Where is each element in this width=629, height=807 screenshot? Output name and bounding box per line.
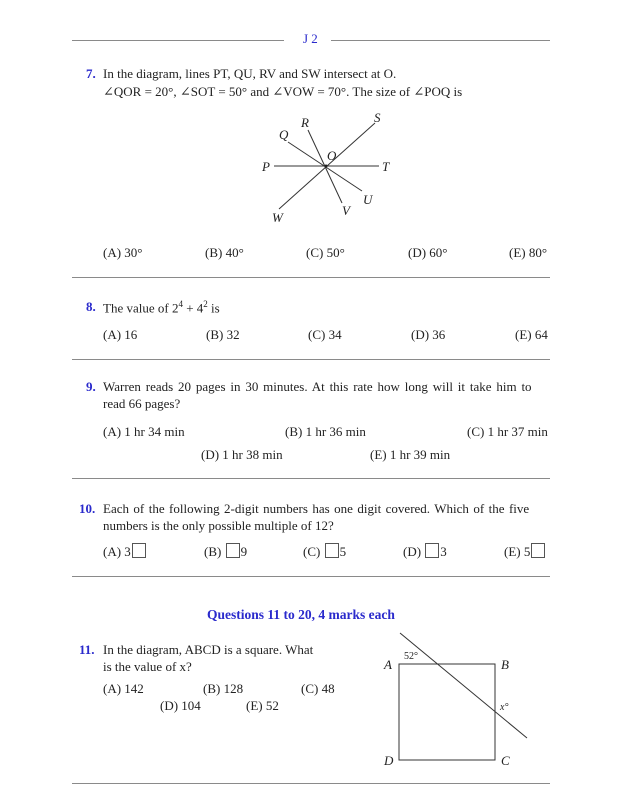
option-label: (E) <box>504 544 521 559</box>
text-mid: + 4 <box>182 300 204 316</box>
option-a[interactable]: (A) 1 hr 34 min <box>103 424 185 439</box>
question-number: 7. <box>86 66 96 81</box>
transversal-line <box>400 633 527 738</box>
option-label: (B) <box>204 544 222 559</box>
digit-after: 3 <box>440 544 447 559</box>
label-s: S <box>374 110 381 125</box>
option-c[interactable]: (C) 48 <box>301 681 335 696</box>
square-abcd <box>399 664 495 760</box>
question-number: 8. <box>86 299 96 314</box>
digit-before: 5 <box>523 544 531 559</box>
question-text-line2: ∠QOR = 20°, ∠SOT = 50° and ∠VOW = 70°. The size of ∠POQ is <box>103 84 463 99</box>
option-c[interactable]: (C) 1 hr 37 min <box>467 424 548 439</box>
text-pre: The value of 2 <box>103 300 179 316</box>
label-o: O <box>327 148 337 163</box>
separator <box>72 478 550 479</box>
separator <box>72 783 550 784</box>
option-c[interactable]: (C) 34 <box>308 327 342 342</box>
option-e[interactable] <box>504 543 546 560</box>
covered-digit-box <box>531 543 545 558</box>
label-u: U <box>363 192 373 207</box>
question-text-line1: In the diagram, ABCD is a square. What <box>103 642 314 657</box>
option-b[interactable]: (B) 128 <box>203 681 244 696</box>
question-text-line1: Warren reads 20 pages in 30 minutes. At this rate how long will it take him to <box>103 379 532 394</box>
covered-digit-box <box>226 543 240 558</box>
question-number: 9. <box>86 379 96 394</box>
label-p: P <box>262 159 270 174</box>
section-heading: Questions 11 to 20, 4 marks each <box>207 607 395 622</box>
exponent-1: 4 <box>178 299 183 309</box>
label-r: R <box>301 115 309 130</box>
label-c: C <box>501 753 510 768</box>
angle-52: 52° <box>404 651 418 662</box>
label-t: T <box>382 159 390 174</box>
label-w: W <box>272 210 283 225</box>
digit-after: 5 <box>339 544 347 559</box>
separator <box>72 277 550 278</box>
option-d[interactable] <box>403 543 447 560</box>
option-label: (D) <box>403 544 422 559</box>
question-text-line2: is the value of x? <box>103 659 192 674</box>
option-e[interactable]: (E) 52 <box>246 698 279 713</box>
option-c[interactable]: (C) 50° <box>306 245 345 260</box>
label-a: A <box>384 657 392 672</box>
label-v: V <box>342 203 350 218</box>
separator <box>72 576 550 577</box>
option-d[interactable]: (D) 36 <box>411 327 446 342</box>
option-b[interactable]: (B) 32 <box>206 327 240 342</box>
page-label: J 2 <box>303 31 318 46</box>
option-d[interactable]: (D) 1 hr 38 min <box>201 447 283 462</box>
covered-digit-box <box>325 543 339 558</box>
question-text-line1: Each of the following 2-digit numbers has one digit covered. Which of the five <box>103 501 530 516</box>
square-diagram <box>383 633 527 768</box>
option-label: (A) <box>103 544 122 559</box>
option-b[interactable] <box>204 543 247 560</box>
option-e[interactable]: (E) 1 hr 39 min <box>370 447 451 462</box>
option-label: (C) <box>303 544 321 559</box>
option-c[interactable] <box>303 543 346 560</box>
option-b[interactable]: (B) 40° <box>205 245 244 260</box>
question-text-line2: read 66 pages? <box>103 396 181 411</box>
question-number: 11. <box>79 642 95 657</box>
option-a[interactable]: (A) 16 <box>103 327 138 342</box>
exponent-2: 2 <box>203 299 208 309</box>
label-q: Q <box>279 127 289 142</box>
option-d[interactable]: (D) 104 <box>160 698 201 713</box>
separator <box>72 359 550 360</box>
covered-digit-box <box>425 543 439 558</box>
question-text-line2: numbers is the only possible multiple of 12? <box>103 518 334 533</box>
option-a[interactable] <box>103 543 147 560</box>
option-a[interactable]: (A) 30° <box>103 245 143 260</box>
option-a[interactable]: (A) 142 <box>103 681 144 696</box>
option-e[interactable]: (E) 64 <box>515 327 548 342</box>
option-d[interactable]: (D) 60° <box>408 245 448 260</box>
question-text <box>103 299 220 316</box>
question-text-line1: In the diagram, lines PT, QU, RV and SW intersect at O. <box>103 66 397 81</box>
digit-after: 9 <box>240 544 248 559</box>
option-b[interactable]: (B) 1 hr 36 min <box>285 424 366 439</box>
label-b: B <box>501 657 509 672</box>
covered-digit-box <box>132 543 146 558</box>
point-o <box>325 165 328 168</box>
label-d: D <box>384 753 394 768</box>
text-post: is <box>207 300 220 316</box>
option-e[interactable]: (E) 80° <box>509 245 548 260</box>
question-number: 10. <box>79 501 96 516</box>
digit-before: 3 <box>124 544 131 559</box>
angle-x: x° <box>500 702 509 713</box>
